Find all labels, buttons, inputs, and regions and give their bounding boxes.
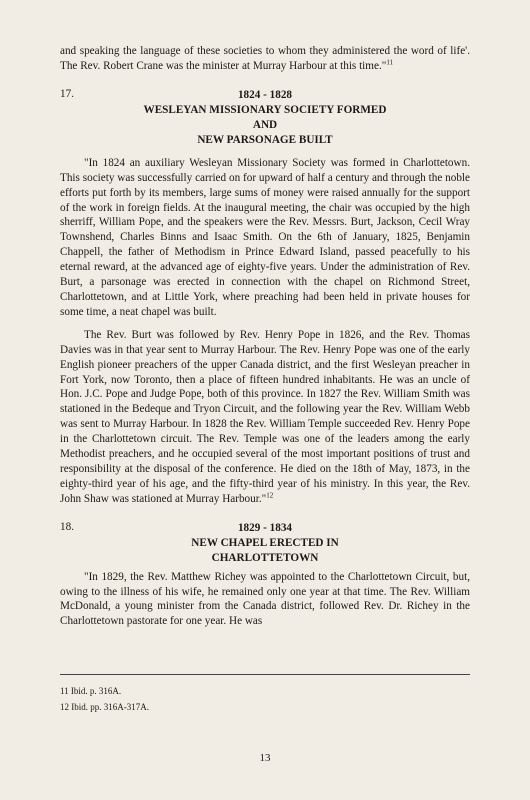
- section-18-title-line1: NEW CHAPEL ERECTED IN: [191, 536, 339, 549]
- footnote-12: 12 Ibid. pp. 316A-317A.: [60, 702, 149, 712]
- section-18-title-line2: CHARLOTTETOWN: [211, 551, 319, 564]
- section-17-paragraph-2: The Rev. Burt was followed by Rev. Henry Pope in 1826, and the Rev. Thomas Davies was in that year sent to Murray Harbour. The Rev. Henry Pope was one of the early English pioneer preachers of the upper Canada district, and the first Wesleyan preacher in Fort York, now Toronto, then a place of fifteen hundred inhabitants. He was an uncle of Hon. J.C. Pope and Judge Pope, both of this province. In 1827 the Rev. William Smith was stationed in the Bedeque and Tryon Circuit, and the following year the Rev. William Webb was sent to Murray Harbour. In 1828 the Rev. William Temple succeeded Rev. Henry Pope in the Charlottetown circuit. The Rev. Temple was one of the leaders among the early Methodist preachers, and he occupied several of the most important positions of trust and responsibility at the disposal of the conference. He died on the 18th of May, 1873, in the eighty-third year of his age, and the fifty-third year of his ministry. In this year, the Rev. John Shaw was stationed at Murray Harbour."$^{12}$: [60, 328, 470, 505]
- section-17-title-line1: WESLEYAN MISSIONARY SOCIETY FORMED: [143, 103, 387, 116]
- section-18-paragraph-1: "In 1829, the Rev. Matthew Richey was appointed to the Charlottetown Circuit, but, owing to the illness of his wife, he remained only one year at that time. The Rev. William McDonald, a young minister from the Canada district, followed Rev. Dr. Richey in the Charlottetown pastorate for one year. He was: [60, 570, 470, 628]
- section-17-paragraph-1: "In 1824 an auxiliary Wesleyan Missionary Society was formed in Charlottetown. This society was successfully carried on for upward of half a century and through the noble efforts put forth by its members, large sums of money were raised annually for the support of the work in foreign fields. At the inaugural meeting, the chair was occupied by the high sherriff, William Pope, and the speakers were the Rev. Messrs. Burt, Jackson, Cecil Wray Townshend, Charles Binns and Isaac Smith. On the 6th of January, 1825, Benjamin Chappell, the father of Methodism in Prince Edward Island, passed peacefully to his eternal reward, at the advanced age of eighty-five years. Under the administration of Rev. Burt, a parsonage was erected in connection with the chapel on Richmond Street, Charlottetown, and at Little York, where preaching had been held in private houses for some time, a neat chapel was built.: [60, 156, 470, 318]
- section-17-years: 1824 - 1828: [237, 88, 293, 101]
- footnote-ref-12: 12: [266, 491, 274, 500]
- section-17-number: 17.: [60, 87, 74, 100]
- section-17-title-line3: NEW PARSONAGE BUILT: [197, 133, 333, 146]
- footnotes: [60, 683, 470, 715]
- section-17-title-line2: AND: [252, 118, 278, 131]
- footnote-divider: [60, 674, 470, 675]
- section-18-years: 1829 - 1834: [237, 521, 293, 534]
- page-content: [60, 44, 470, 629]
- intro-paragraph: and speaking the language of these societies to whom they administered the word of life'. The Rev. Robert Crane was the minister at Murray Harbour at this time."$^{11}$: [60, 45, 470, 72]
- section-17-heading: [60, 88, 470, 148]
- section-18-number: 18.: [60, 520, 74, 533]
- footnote-ref-11: 11: [386, 58, 394, 67]
- page-number: 13: [259, 752, 271, 764]
- footnote-11: 11 Ibid. p. 316A.: [60, 686, 122, 696]
- section-18-heading: [60, 521, 470, 566]
